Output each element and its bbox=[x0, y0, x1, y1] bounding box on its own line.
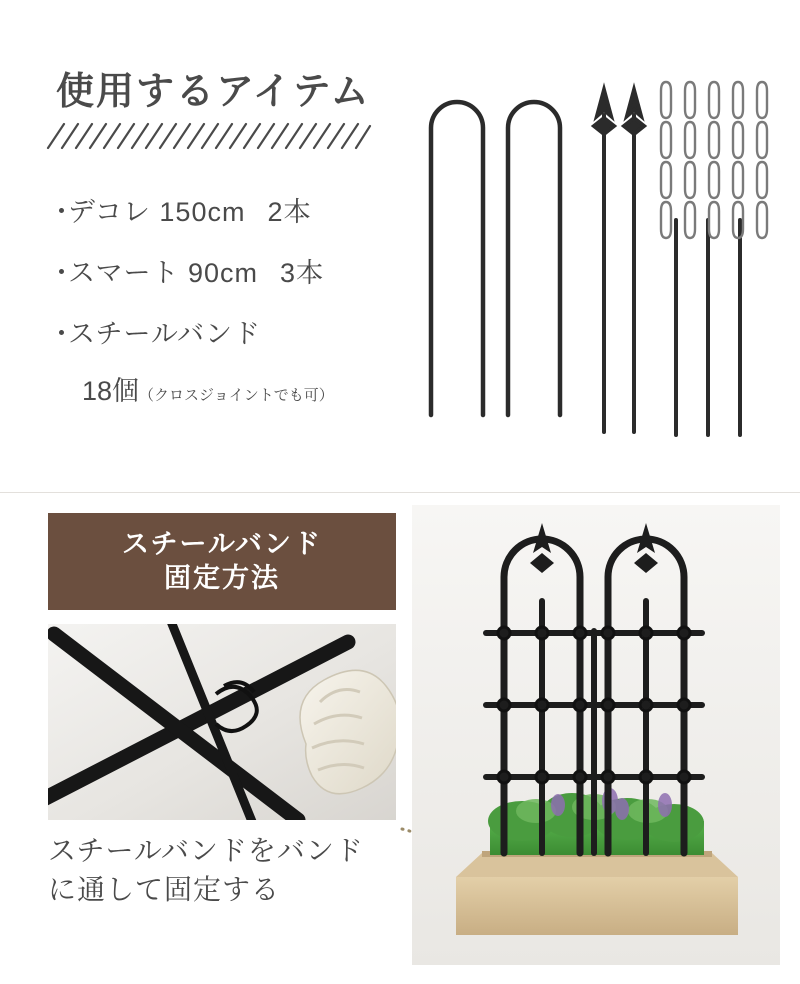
method-caption-line1: スチールバンドをバンド bbox=[48, 835, 364, 866]
list-item-qty-note bbox=[82, 369, 448, 408]
list-bullet: ・ bbox=[48, 258, 76, 288]
list-bullet: ・ bbox=[48, 197, 76, 227]
method-banner-line2: 固定方法 bbox=[164, 562, 280, 593]
method-banner bbox=[48, 513, 396, 610]
item-list bbox=[48, 190, 448, 408]
list-item-qty: 18個 bbox=[82, 376, 140, 406]
list-item bbox=[48, 312, 448, 351]
method-caption-line2: に通して固定する bbox=[48, 874, 281, 906]
list-item-label: スチールバンド bbox=[68, 319, 262, 349]
parts-photo bbox=[408, 60, 778, 460]
list-bullet: ・ bbox=[48, 319, 76, 349]
list-item-qty: 3本 bbox=[280, 258, 325, 288]
list-item-note: （クロスジョイントでも可） bbox=[139, 387, 334, 404]
title-underline-decoration bbox=[44, 118, 374, 154]
band-fixing-photo bbox=[48, 624, 396, 820]
assembled-trellis-photo bbox=[412, 505, 780, 965]
page-title: 使用するアイテム bbox=[56, 71, 371, 113]
list-item bbox=[48, 190, 448, 229]
method-banner-line1: スチールバンド bbox=[121, 528, 323, 559]
list-item-qty: 2本 bbox=[267, 197, 312, 227]
fixing-method-section bbox=[0, 493, 800, 984]
list-item bbox=[48, 251, 448, 290]
method-caption bbox=[48, 831, 408, 909]
list-item-label: デコレ 150cm bbox=[68, 197, 246, 227]
list-item-label: スマート 90cm bbox=[68, 258, 258, 288]
